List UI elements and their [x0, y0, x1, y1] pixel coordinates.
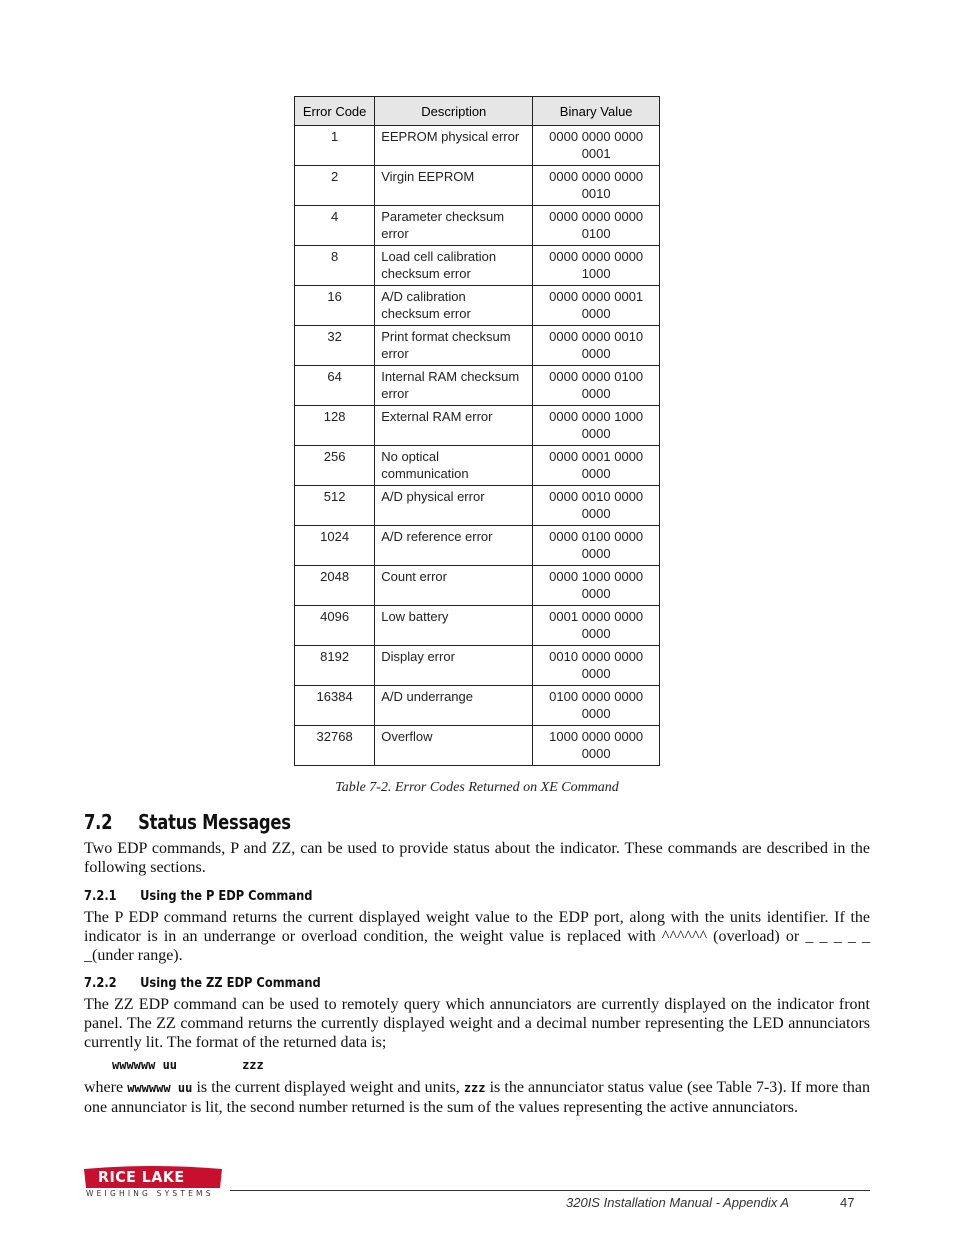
cell-error-code	[295, 246, 375, 286]
where-paragraph	[84, 1078, 870, 1117]
cell-error-code	[295, 486, 375, 526]
where-code-weight: wwwwww uu	[127, 1081, 193, 1095]
cell-description-text: Virgin EEPROM	[381, 169, 475, 184]
cell-binary-value-text: 0000 0000 0000 1000	[549, 249, 644, 281]
cell-description	[375, 126, 533, 166]
cell-error-code	[295, 446, 375, 486]
footer-page-number: 47	[840, 1195, 855, 1210]
table-row	[295, 686, 660, 726]
cell-error-code-text: 1024	[320, 529, 350, 544]
subsection-zz-heading	[84, 975, 321, 991]
cell-error-code-text: 16384	[316, 689, 353, 704]
cell-error-code	[295, 126, 375, 166]
cell-binary-value	[533, 126, 660, 166]
cell-binary-value	[533, 366, 660, 406]
section-heading	[84, 810, 291, 834]
cell-description	[375, 526, 533, 566]
cell-description-text: EEPROM physical error	[381, 129, 520, 144]
cell-error-code	[295, 606, 375, 646]
section-title: Status Messages	[138, 810, 291, 834]
cell-error-code-text: 32768	[316, 729, 353, 744]
where-text-2: is the current displayed weight and units,	[192, 1079, 464, 1096]
cell-binary-value-text: 0000 0010 0000 0000	[549, 489, 644, 521]
cell-binary-value	[533, 286, 660, 326]
table-row	[295, 166, 660, 206]
cell-binary-value-text: 0010 0000 0000 0000	[549, 649, 644, 681]
subsection-p-text: The P EDP command returns the current displayed weight value to the EDP port, along with the units identifier. If the indicator is in an underrange or overload condition, the weight value is replaced with ^^^^^^ (overload) or _ _ _ _ _ _(under range).	[84, 909, 870, 964]
cell-error-code-text: 1	[330, 129, 339, 144]
table-row	[295, 246, 660, 286]
table-header-row	[295, 97, 660, 126]
cell-description	[375, 326, 533, 366]
table-row	[295, 566, 660, 606]
cell-error-code-text: 2	[330, 169, 339, 184]
subsection-p-heading	[84, 888, 313, 904]
cell-error-code	[295, 686, 375, 726]
cell-description-text: Overflow	[381, 729, 433, 744]
cell-description-text: A/D physical error	[381, 489, 485, 504]
table-row	[295, 526, 660, 566]
cell-error-code	[295, 526, 375, 566]
cell-binary-value-text: 0000 0000 0001 0000	[549, 289, 644, 321]
cell-description	[375, 566, 533, 606]
cell-description	[375, 726, 533, 766]
cell-description-text: A/D underrange	[381, 689, 473, 704]
cell-binary-value	[533, 606, 660, 646]
cell-description	[375, 206, 533, 246]
table-row	[295, 406, 660, 446]
cell-binary-value	[533, 686, 660, 726]
cell-binary-value-text: 0100 0000 0000 0000	[549, 689, 644, 721]
footer-rule	[230, 1190, 870, 1191]
header-description: Description	[375, 97, 533, 126]
cell-error-code-text: 32	[327, 329, 342, 344]
subsection-zz-title: Using the ZZ EDP Command	[140, 975, 321, 991]
cell-binary-value-text: 0000 0000 0000 0100	[549, 209, 644, 241]
cell-binary-value-text: 0000 0000 0100 0000	[549, 369, 644, 401]
table-row	[295, 206, 660, 246]
table-row	[295, 446, 660, 486]
cell-binary-value	[533, 326, 660, 366]
cell-description	[375, 366, 533, 406]
cell-error-code-text: 2048	[320, 569, 350, 584]
cell-binary-value-text: 0000 0000 0000 0001	[549, 129, 644, 161]
cell-binary-value-text: 0000 0100 0000 0000	[549, 529, 644, 561]
cell-error-code	[295, 366, 375, 406]
cell-description-text: No optical communication	[381, 449, 469, 481]
where-code-status: zzz	[463, 1081, 486, 1095]
table-row	[295, 646, 660, 686]
cell-error-code	[295, 646, 375, 686]
cell-binary-value-text: 1000 0000 0000 0000	[549, 729, 644, 761]
cell-binary-value-text: 0000 0000 0010 0000	[549, 329, 644, 361]
cell-description	[375, 406, 533, 446]
cell-binary-value	[533, 646, 660, 686]
cell-description	[375, 606, 533, 646]
cell-description-text: A/D calibration checksum error	[381, 289, 471, 321]
error-codes-body	[295, 126, 660, 766]
cell-description	[375, 286, 533, 326]
header-binary-value: Binary Value	[533, 97, 660, 126]
cell-error-code-text: 8192	[320, 649, 350, 664]
table-row	[295, 126, 660, 166]
cell-error-code-text: 16	[327, 289, 342, 304]
cell-binary-value	[533, 166, 660, 206]
cell-error-code	[295, 166, 375, 206]
cell-error-code-text: 8	[330, 249, 339, 264]
table-row	[295, 326, 660, 366]
cell-description-text: Load cell calibration checksum error	[381, 249, 497, 281]
cell-binary-value	[533, 446, 660, 486]
cell-description-text: Parameter checksum error	[381, 209, 505, 241]
table-row	[295, 606, 660, 646]
cell-description-text: Print format checksum error	[381, 329, 511, 361]
cell-description	[375, 646, 533, 686]
table-row	[295, 726, 660, 766]
cell-error-code-text: 4096	[320, 609, 350, 624]
cell-error-code	[295, 286, 375, 326]
where-text-1: where	[84, 1079, 128, 1096]
subsection-zz-number: 7.2.2	[84, 975, 117, 991]
cell-error-code	[295, 406, 375, 446]
cell-error-code	[295, 206, 375, 246]
format-weight: wwwwww uu	[112, 1058, 178, 1072]
section-number: 7.2	[84, 810, 113, 834]
where-text-3: is the annunciator status value (see Table 7-3). If more than one annunciator is lit, the second number returned is the sum of the values representing the active annunciators.	[84, 1079, 871, 1116]
cell-error-code-text: 128	[323, 409, 346, 424]
format-status: zzz	[242, 1058, 264, 1072]
cell-binary-value-text: 0000 0001 0000 0000	[549, 449, 644, 481]
cell-description-text: A/D reference error	[381, 529, 493, 544]
cell-error-code-text: 256	[323, 449, 346, 464]
logo-subtext: WEIGHING SYSTEMS	[86, 1189, 214, 1198]
table-row	[295, 366, 660, 406]
cell-description-text: External RAM error	[381, 409, 493, 424]
subsection-p-number: 7.2.1	[84, 888, 117, 904]
cell-error-code-text: 512	[323, 489, 346, 504]
header-error-code: Error Code	[295, 97, 375, 126]
cell-error-code	[295, 566, 375, 606]
cell-binary-value	[533, 246, 660, 286]
cell-binary-value	[533, 526, 660, 566]
cell-binary-value	[533, 566, 660, 606]
table-row	[295, 286, 660, 326]
cell-description	[375, 246, 533, 286]
subsection-p-title: Using the P EDP Command	[140, 888, 313, 904]
return-format	[112, 1058, 264, 1072]
cell-binary-value-text: 0000 1000 0000 0000	[549, 569, 644, 601]
cell-binary-value-text: 0000 0000 1000 0000	[549, 409, 644, 441]
table-row	[295, 486, 660, 526]
footer-manual-title: 320IS Installation Manual - Appendix A	[566, 1195, 790, 1210]
cell-description-text: Internal RAM checksum error	[381, 369, 520, 401]
cell-binary-value	[533, 486, 660, 526]
cell-error-code-text: 64	[327, 369, 342, 384]
cell-binary-value-text: 0000 0000 0000 0010	[549, 169, 644, 201]
cell-error-code-text: 4	[330, 209, 339, 224]
logo-text: RICE LAKE	[98, 1168, 185, 1186]
cell-description	[375, 446, 533, 486]
section-intro: Two EDP commands, P and ZZ, can be used to provide status about the indicator. These commands are described in the following sections.	[84, 840, 870, 876]
cell-binary-value	[533, 726, 660, 766]
cell-binary-value	[533, 206, 660, 246]
cell-description	[375, 486, 533, 526]
cell-description-text: Count error	[381, 569, 447, 584]
error-codes-table	[294, 96, 660, 766]
cell-error-code	[295, 326, 375, 366]
cell-description	[375, 686, 533, 726]
cell-description	[375, 166, 533, 206]
subsection-zz-text: The ZZ EDP command can be used to remotely query which annunciators are currently displayed on the indicator front panel. The ZZ command returns the currently displayed weight and a decimal number representing the LED annunciators currently lit. The format of the returned data is;	[84, 996, 870, 1051]
cell-binary-value-text: 0001 0000 0000 0000	[549, 609, 644, 641]
table-caption: Table 7-2. Error Codes Returned on XE Command	[335, 780, 619, 795]
cell-error-code	[295, 726, 375, 766]
cell-description-text: Display error	[381, 649, 455, 664]
cell-binary-value	[533, 406, 660, 446]
cell-description-text: Low battery	[381, 609, 449, 624]
rice-lake-logo	[84, 1166, 224, 1202]
